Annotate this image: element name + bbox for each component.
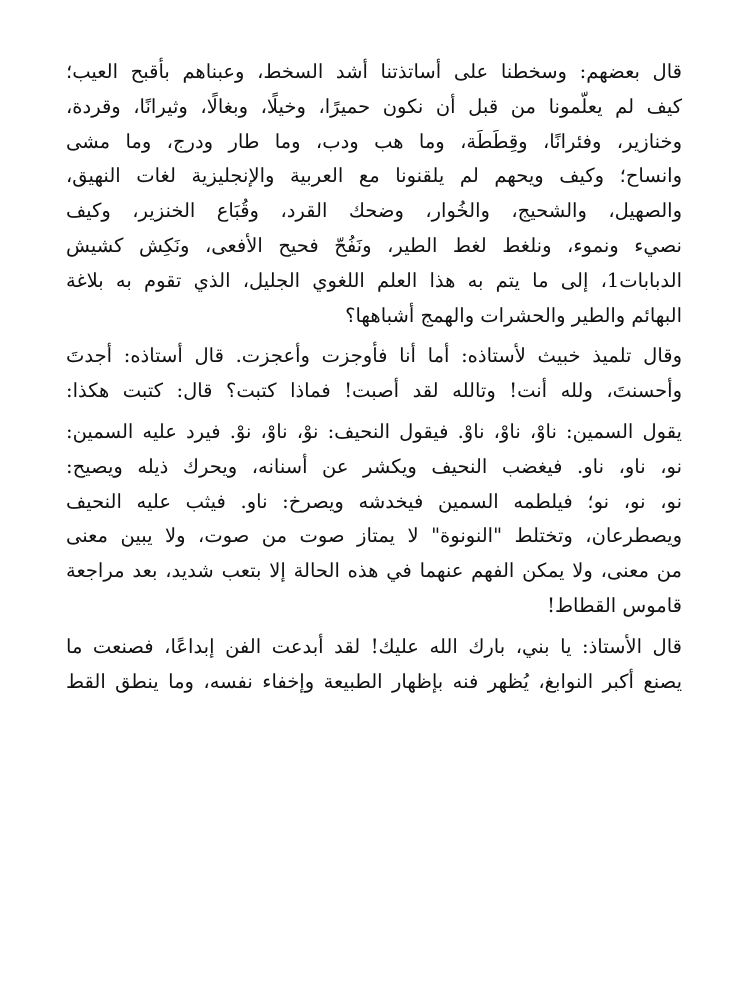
text-line: والصهيل، والشحيج، والخُوار، وضحك القرد، وقُبَاع الخنزير، وكيف	[66, 199, 682, 223]
text-line: نصيء ونموء، ونلغط لغط الطير، ونَفُحّ فحيح الأفعى، ونَكِش كشيش	[66, 233, 682, 257]
text-line: ويصطرعان، وتختلط "النونوة" لا يمتاز صوت من صوت، ولا يبين معنى	[66, 524, 682, 548]
text-line: يقول السمين: ناوْ، ناوْ، ناوْ. فيقول النحيف: نوْ، ناوْ، نوْ. فيرد عليه السمين:	[66, 419, 682, 443]
text-line: وأحسنتَ، ولله أنت! وتالله لقد أصبت! فماذا كتبت؟ قال: كتبت هكذا:	[66, 379, 682, 403]
text-line: قال الأستاذ: يا بني، بارك الله عليك! لقد أبدعت الفن إبداعًا، فصنعت ما	[66, 634, 682, 658]
text-line: قال بعضهم: وسخطنا على أساتذتنا أشد السخط، وعبناهم بأقبح العيب؛	[66, 60, 682, 83]
paragraph-4	[66, 630, 682, 700]
text-line: نو، نو، نو؛ فيلطمه السمين فيخدشه ويصرخ: ناو. فيثب عليه النحيف	[66, 489, 682, 513]
text-line: قاموس القطاط!	[547, 593, 682, 617]
text-line: وانساح؛ وكيف ويحهم لم يلقنونا مع العربية والإنجليزية لغات النهيق،	[66, 164, 682, 188]
text-line: كيف لم يعلّمونا من قبل أن نكون حميرًا، وخيلًا، وبغالًا، وثيرانًا، وقردة،	[66, 94, 682, 118]
paragraph-1	[66, 55, 682, 333]
text-line: وقال تلميذ خبيث لأستاذه: أما أنا فأوجزت وأعجزت. قال أستاذه: أجدتَ	[66, 344, 682, 368]
text-line: من معنى، ولا يمكن الفهم عنهما في هذه الحالة إلا بتعب شديد، بعد مراجعة	[66, 559, 682, 583]
paragraph-3	[66, 415, 682, 624]
paragraph-2	[66, 339, 682, 409]
text-line: نو، ناو، ناو. فيغضب النحيف ويكشر عن أسنانه، ويحرك ذيله ويصيح:	[66, 454, 682, 478]
document-page	[66, 55, 682, 705]
text-line: البهائم والطير والحشرات والهمج أشباهها؟	[345, 303, 682, 327]
text-line: وخنازير، وفئرانًا، وقِطَطَة، وما هب ودب، وما طار ودرج، وما مشى	[66, 129, 682, 153]
text-line: يصنع أكبر النوابغ، يُظهر فنه بإظهار الطبيعة وإخفاء نفسه، وما ينطق القط	[66, 669, 682, 693]
text-line: الدبابات1، إلى ما يتم به هذا العلم اللغوي الجليل، الذي تقوم به بلاغة	[66, 268, 682, 292]
